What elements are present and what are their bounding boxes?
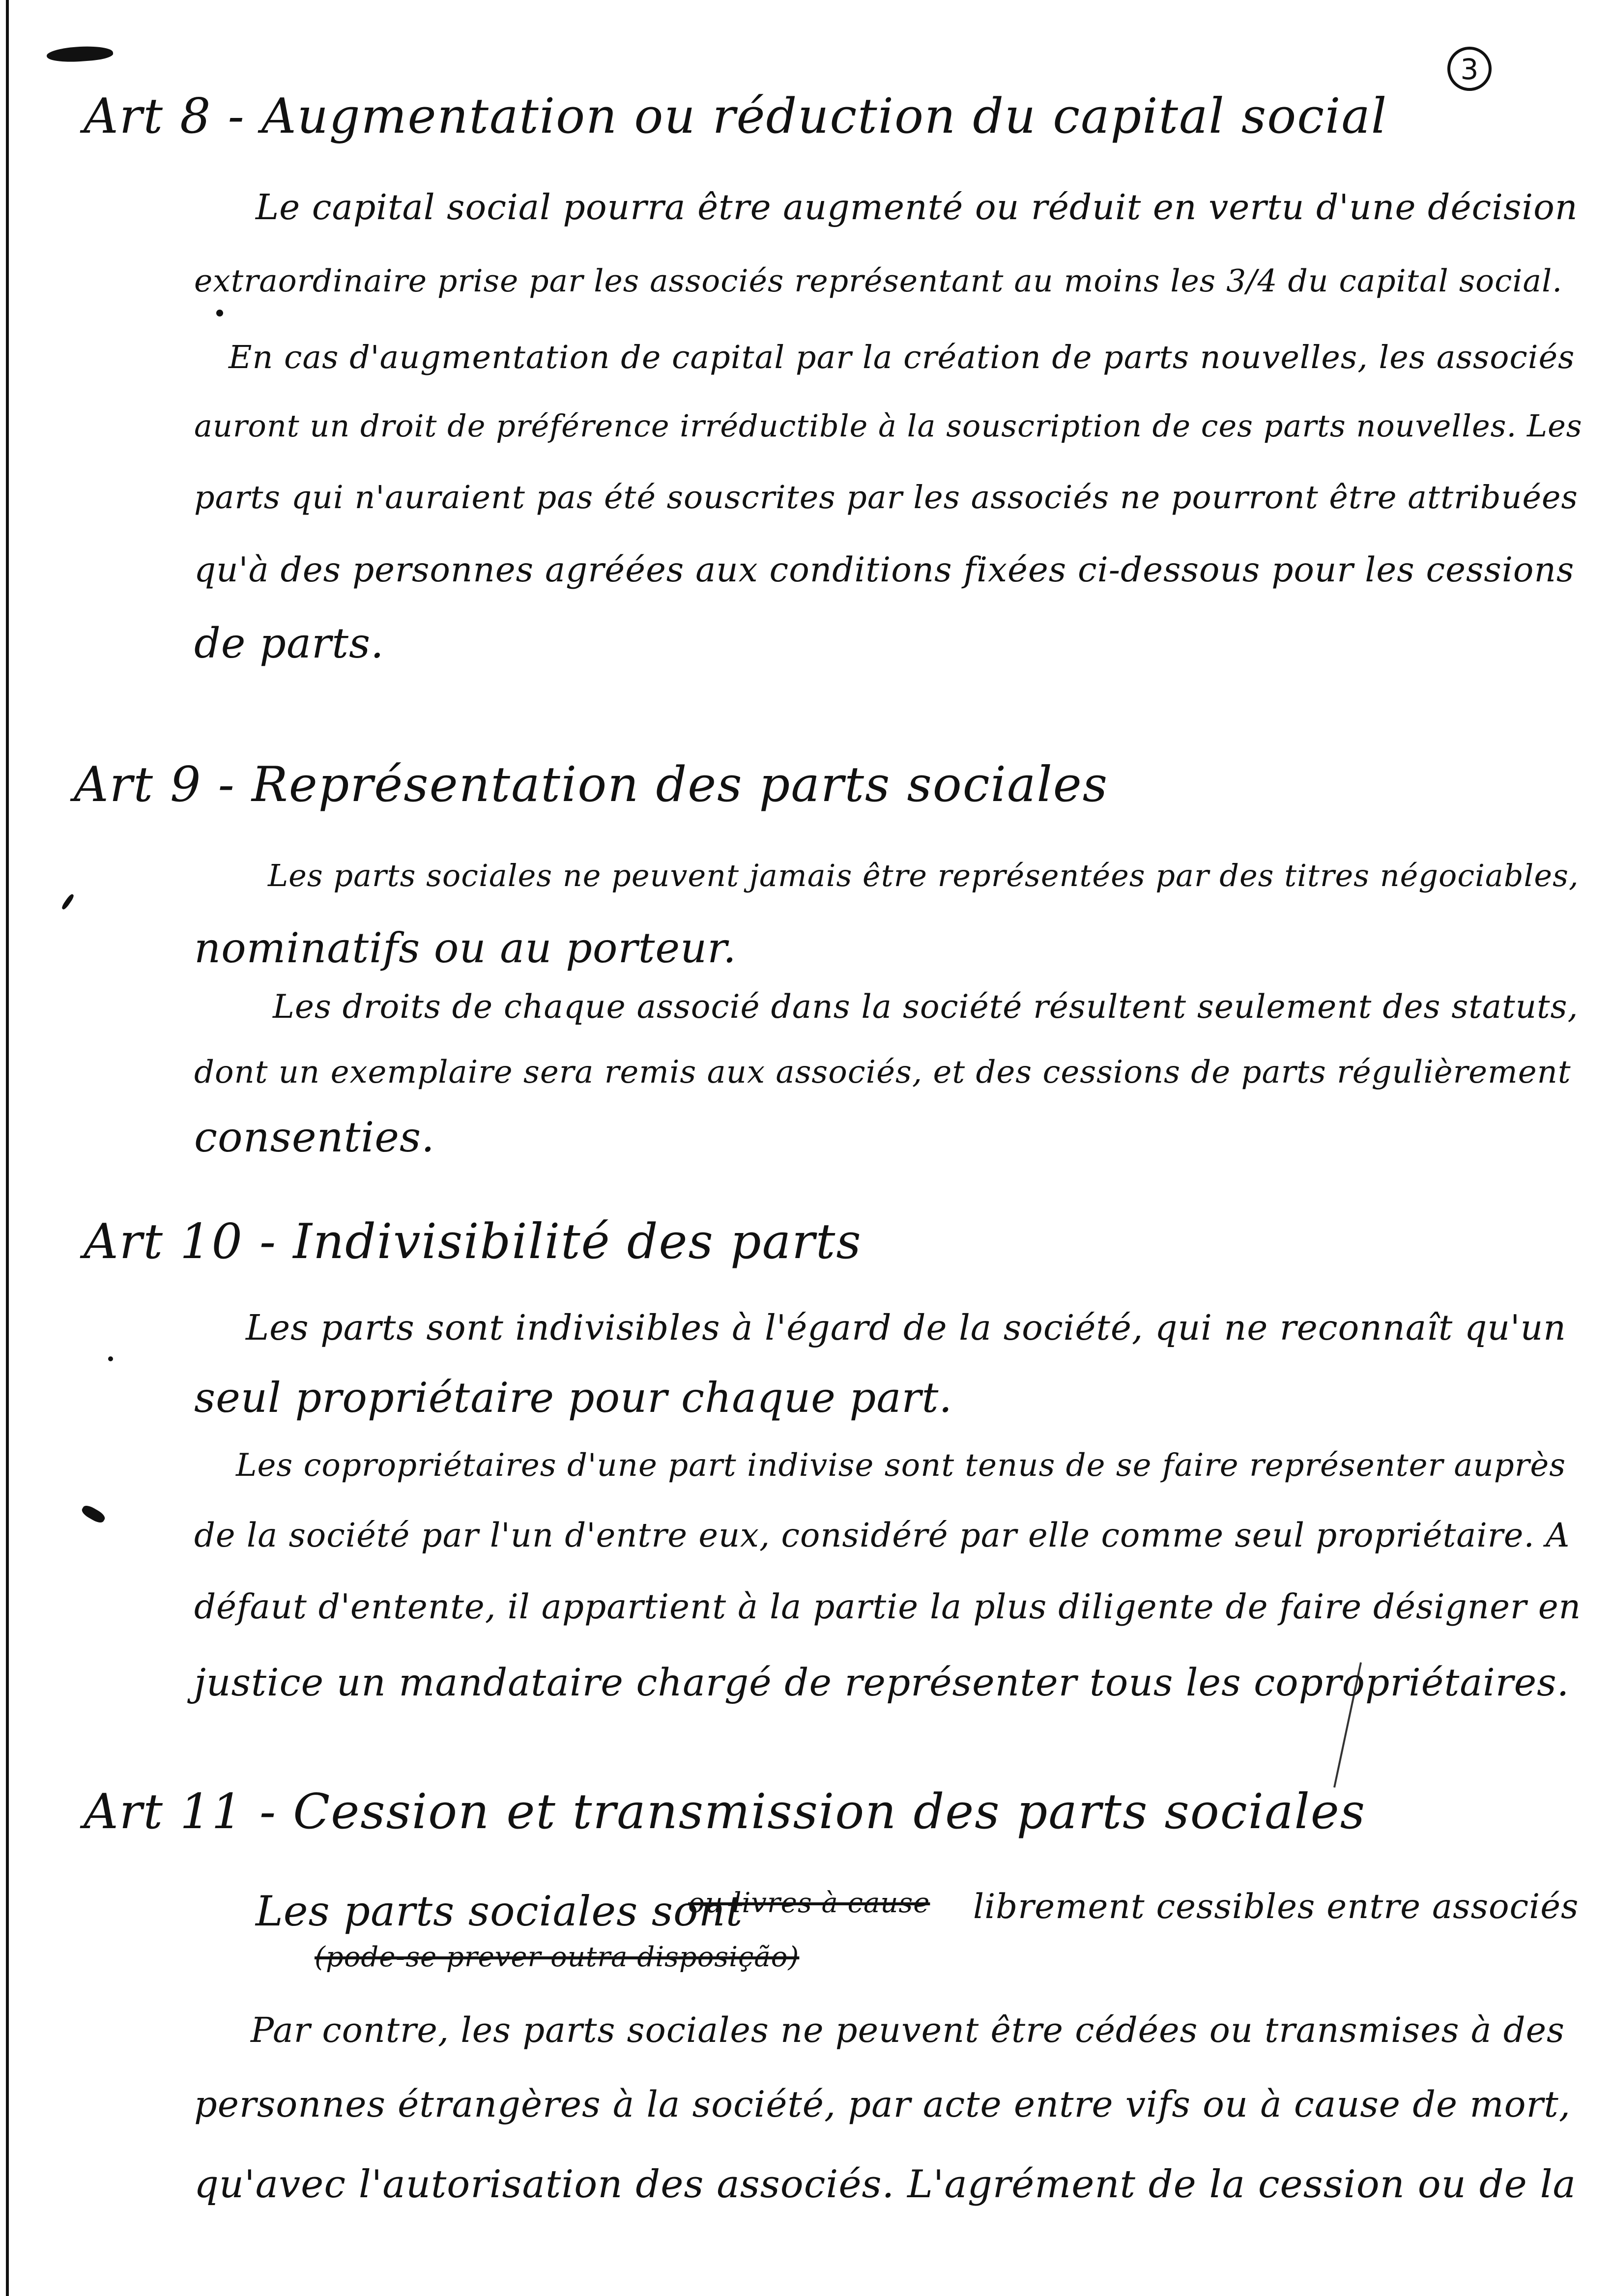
ink-blot-mark: [46, 44, 114, 63]
article-8-line: parts qui n'auraient pas été souscrites par les associés ne pourront être attribuées: [194, 479, 1578, 516]
article-10-line: défaut d'entente, il appartient à la partie la plus diligente de faire désigner en: [194, 1587, 1582, 1627]
article-8-line: extraordinaire prise par les associés représentant au moins les 3/4 du capital social.: [194, 263, 1563, 299]
ink-dot: [108, 1356, 113, 1361]
article-9-line: Les parts sociales ne peuvent jamais être représentées par des titres négociables,: [268, 858, 1579, 893]
article-9-line: dont un exemplaire sera remis aux associés, et des cessions de parts régulièrement: [194, 1054, 1571, 1091]
article-9-heading: Art 9 - Représentation des parts sociales: [74, 757, 1109, 813]
article-8-line: auront un droit de préférence irréductible à la souscription de ces parts nouvelles. Les: [194, 408, 1583, 444]
article-10-line: seul propriétaire pour chaque part.: [194, 1374, 953, 1422]
margin-mark: [61, 893, 75, 910]
article-8-heading: Art 8 - Augmentation ou réduction du capital social: [84, 88, 1388, 144]
article-11-line: qu'avec l'autorisation des associés. L'agrément de la cession ou de la: [194, 2162, 1577, 2207]
article-8-line: de parts.: [194, 619, 384, 667]
article-10-line: Les copropriétaires d'une part indivise sont tenus de se faire représenter auprès: [236, 1447, 1566, 1484]
article-9-line: Les droits de chaque associé dans la société résultent seulement des statuts,: [273, 988, 1579, 1026]
article-8-line: Le capital social pourra être augmenté ou réduit en vertu d'une décision: [256, 187, 1578, 228]
article-10-line: de la société par l'un d'entre eux, considéré par elle comme seul propriétaire. A: [194, 1516, 1570, 1554]
struck-out-text: ou livres à cause: [688, 1887, 930, 1919]
article-9-line: consenties.: [194, 1113, 435, 1161]
article-11-line: librement cessibles entre associés: [973, 1887, 1579, 1926]
margin-mark: [80, 1503, 107, 1525]
article-10-line: justice un mandataire chargé de représenter tous les copropriétaires.: [194, 1661, 1570, 1705]
article-10-heading: Art 10 - Indivisibilité des parts: [84, 1214, 862, 1270]
article-8-line: En cas d'augmentation de capital par la création de parts nouvelles, les associés: [229, 339, 1575, 376]
article-11-heading: Art 11 - Cession et transmission des parts sociales: [84, 1784, 1366, 1840]
article-9-line: nominatifs ou au porteur.: [194, 924, 737, 972]
article-10-line: Les parts sont indivisibles à l'égard de la société, qui ne reconnaît qu'un: [246, 1307, 1567, 1348]
struck-out-text: (pode-se prever outra disposição): [315, 1941, 800, 1973]
article-11-line: personnes étrangères à la société, par acte entre vifs ou à cause de mort,: [194, 2084, 1571, 2125]
left-page-edge: [6, 0, 9, 2296]
article-8-line: qu'à des personnes agréées aux conditions fixées ci-dessous pour les cessions: [194, 550, 1575, 590]
article-11-line: Par contre, les parts sociales ne peuvent être cédées ou transmises à des: [251, 2010, 1565, 2050]
page-number: 3: [1447, 47, 1492, 91]
ink-dot: [216, 310, 223, 316]
article-11-line: Les parts sociales sont: [256, 1887, 743, 1935]
